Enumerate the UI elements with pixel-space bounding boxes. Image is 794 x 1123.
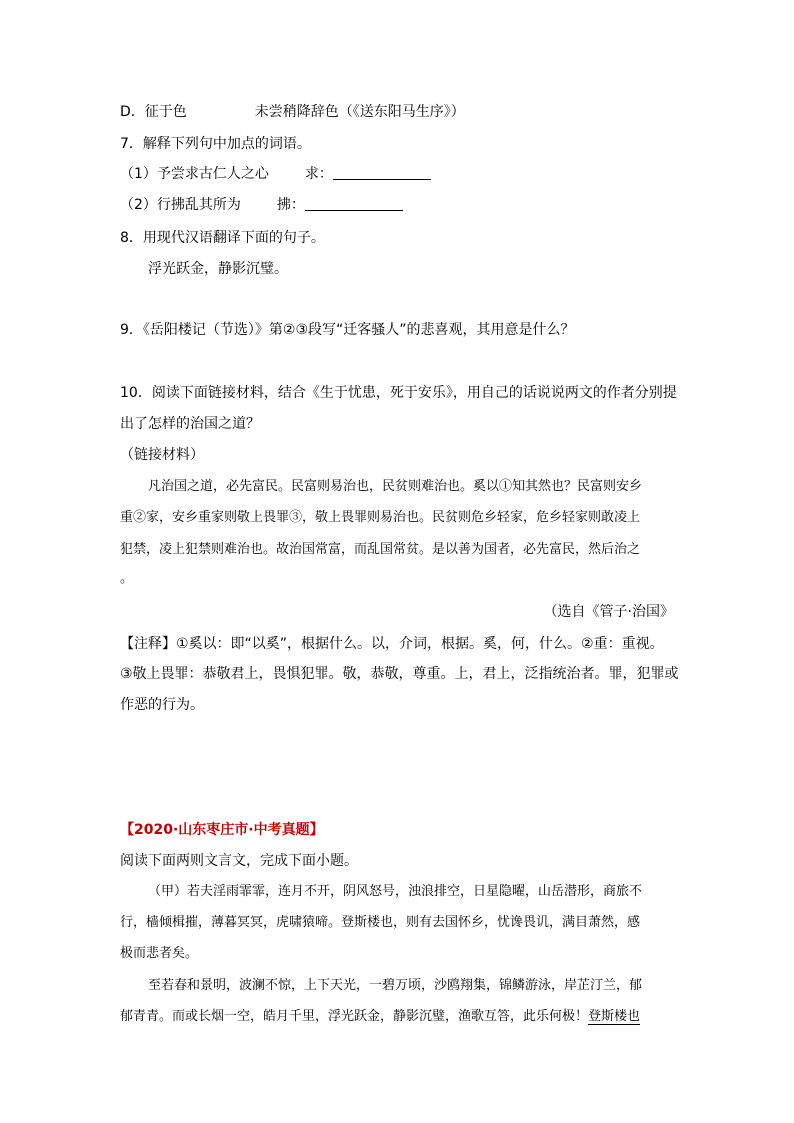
passage-line-2: 重②家，安乡重家则敬上畏罪③，敬上畏罪则易治也。民贫则危乡轻家，危乡轻家则敢凌上 <box>120 510 641 525</box>
question-10-prompt-line-1: 10．阅读下面链接材料，结合《生于忧患，死于安乐》，用自己的话说说两文的作者分别提 <box>120 385 677 401</box>
question-7-item-2 <box>120 195 403 215</box>
jia-line-4: 至若春和景明，波澜不惊，上下天光，一碧万顷，沙鸥翔集，锦鳞游泳，岸芷汀兰，郁 <box>148 978 643 993</box>
passage-line-1: 凡治国之道，必先富民。民富则易治也，民贫则难治也。奚以①知其然也？民富则安乡 <box>148 479 643 494</box>
section-instruction: 阅读下面两则文言文，完成下面小题。 <box>120 853 358 869</box>
question-7-prompt: 7．解释下列句中加点的词语。 <box>120 136 311 152</box>
option-d-label: D．征于色 <box>120 104 187 120</box>
item-2-text: （2）行拂乱其所为 <box>120 197 241 213</box>
passage-source: （选自《管子·治国》 <box>543 604 674 620</box>
jia-line-3: 极而悲者矣。 <box>120 946 199 961</box>
question-6-option-d <box>120 102 465 122</box>
passage-line-4: 。 <box>120 571 134 586</box>
note-line-2: ③敬上畏罪：恭敬君上，畏惧犯罪。敬，恭敬，尊重。上，君上，泛指统治者。罪，犯罪或 <box>120 666 679 682</box>
passage-line-3: 犯禁，凌上犯禁则难治也。故治国常富，而乱国常贫。是以善为国者，必先富民，然后治之 <box>120 542 641 557</box>
note-line-1: 【注释】①奚以：即“以奚”，根据什么。以，介词，根据。奚，何，什么。②重：重视。 <box>120 636 664 652</box>
jia-line-5-text: 郁青青。而或长烟一空，皓月千里，浮光跃金，静影沉璧，渔歌互答，此乐何极！ <box>120 1009 589 1024</box>
item-1-text: （1）予尝求古仁人之心 <box>120 166 269 182</box>
answer-blank-2[interactable] <box>305 196 403 211</box>
item-1-word: 求： <box>304 166 333 182</box>
answer-blank-1[interactable] <box>333 165 431 180</box>
underlined-phrase: 登斯楼也 <box>588 1009 641 1024</box>
link-material-label: （链接材料） <box>120 447 204 463</box>
section-header: 【2020·山东枣庄市·中考真题】 <box>120 822 324 838</box>
question-9-prompt: 9．《岳阳楼记（节选）》第②③段写“迁客骚人”的悲喜观，其用意是什么？ <box>120 322 575 338</box>
question-8-prompt: 8．用现代汉语翻译下面的句子。 <box>120 230 325 246</box>
option-d-text: 未尝稍降辞色（《送东阳马生序》） <box>254 104 465 120</box>
question-10-prompt-line-2: 出了怎样的治国之道？ <box>120 416 260 432</box>
question-7-item-1 <box>120 164 431 184</box>
jia-line-2: 行，樯倾楫摧，薄暮冥冥，虎啸猿啼。登斯楼也，则有去国怀乡，忧谗畏讥，满目萧然，感 <box>120 915 641 930</box>
item-2-word: 拂： <box>276 197 305 213</box>
question-8-sentence: 浮光跃金，静影沉璧。 <box>148 261 288 277</box>
jia-line-5 <box>120 1007 640 1027</box>
jia-line-1: （甲）若夫淫雨霏霏，连月不开，阴风怒号，浊浪排空，日星隐曜，山岳潜形，商旅不 <box>148 884 643 899</box>
note-line-3: 作恶的行为。 <box>120 697 204 713</box>
